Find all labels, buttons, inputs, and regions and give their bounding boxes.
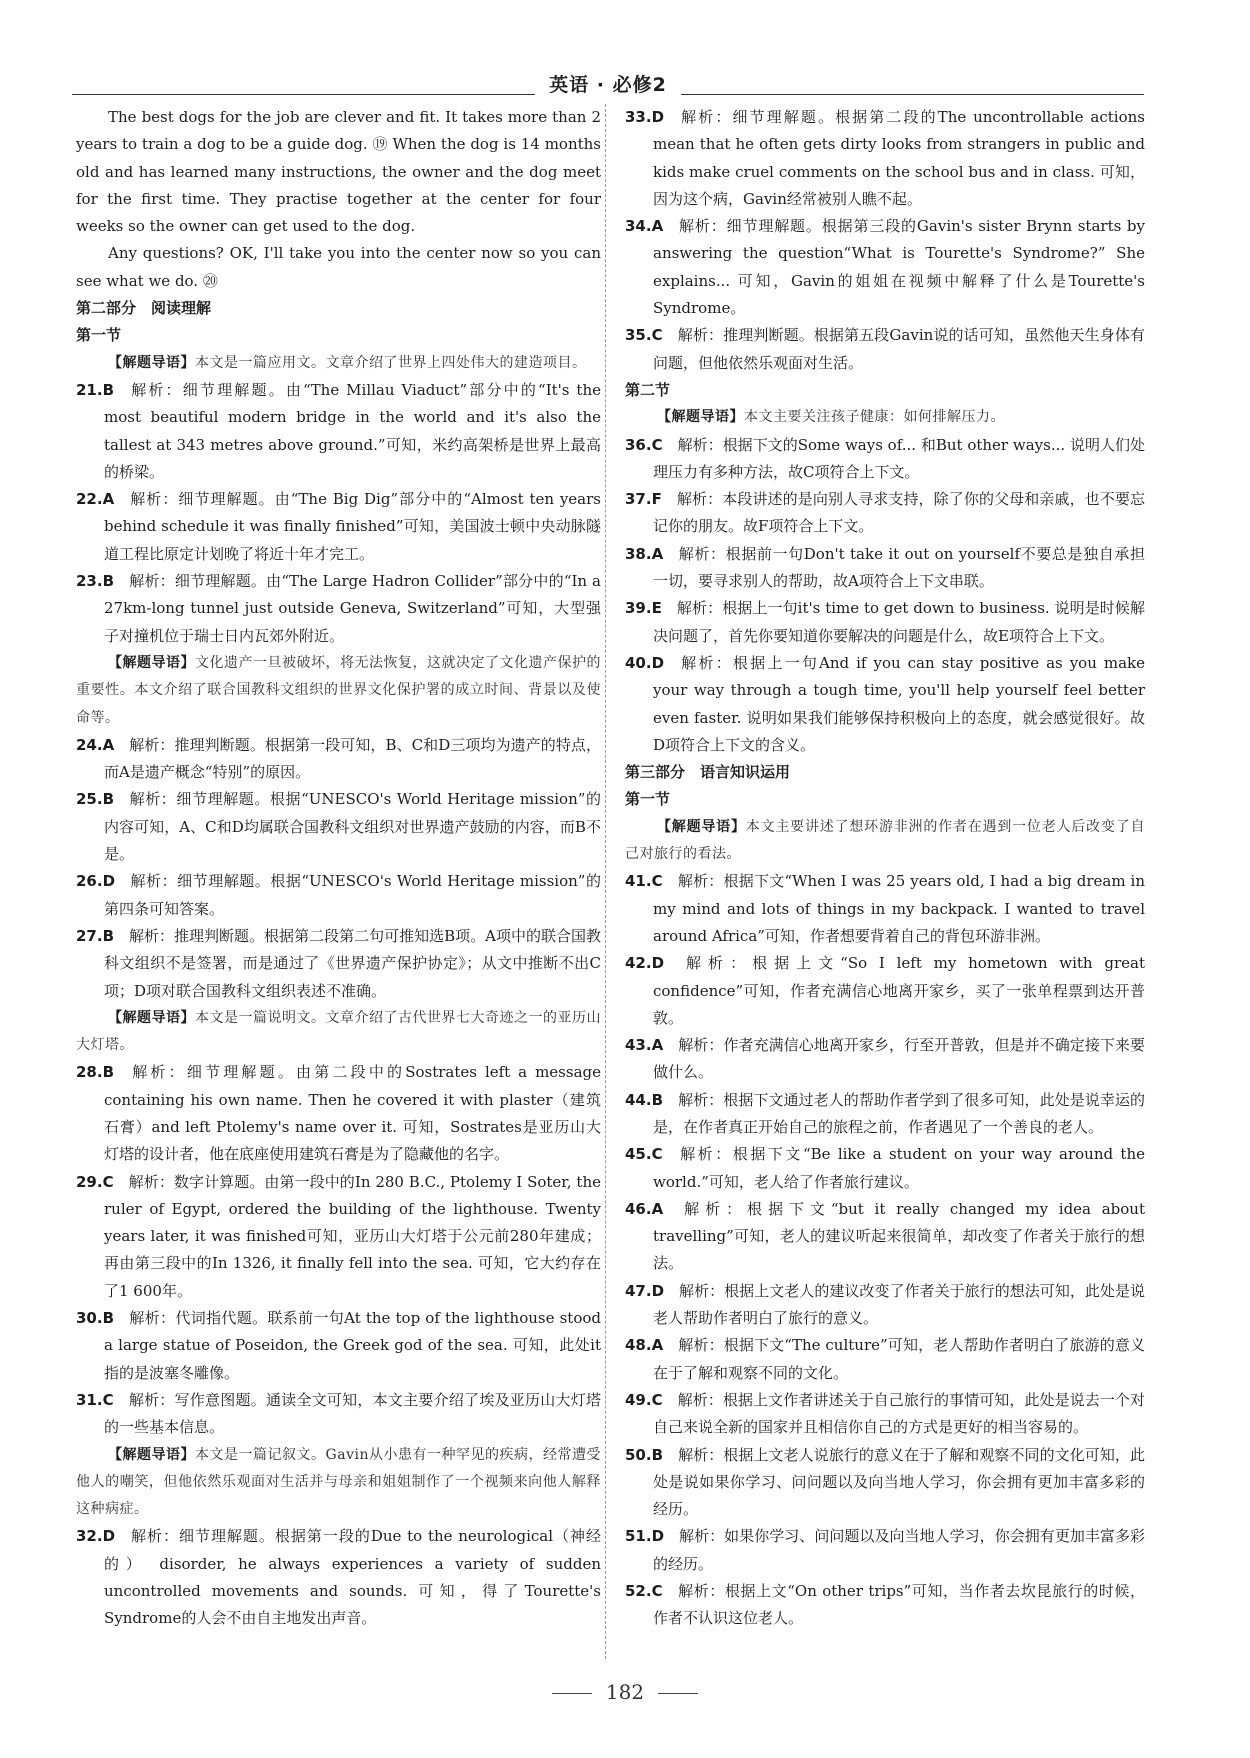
answer-number: 27.B (76, 926, 130, 945)
answer-number: 33.D (625, 108, 680, 126)
answer-item (625, 868, 1145, 950)
footer-dash-right (658, 1693, 698, 1694)
answer-item (76, 568, 601, 650)
answer-number: 50.B (625, 1445, 679, 1464)
page-number: 182 (605, 1680, 645, 1704)
answer-number: 23.B (76, 572, 130, 591)
guide-tag: 【解题导语】 (108, 654, 195, 671)
answer-number: 26.D (76, 872, 131, 891)
header-title: 英语 · 必修2 (535, 74, 681, 96)
reading-guide (625, 814, 1145, 869)
answer-number: 43.A (625, 1036, 679, 1055)
answer-explanation: 解析：根据下文“The culture”可知，老人帮助作者明白了旅游的意义在于了解和观察不同的文化。 (653, 1336, 1145, 1382)
answer-item (76, 923, 601, 1005)
section-heading: 第三部分 语言知识运用 (625, 763, 791, 782)
answer-explanation: 解析：细节理解题。由第二段中的Sostrates left a message containing his own name. Then he covered it with plaster（建筑石膏）and left Ptolemy's name over it. 可知，Sostrates是亚历山大灯塔的设计者，他在底座使用建筑石膏是为了隐藏他的名字。 (104, 1063, 601, 1164)
answer-item (625, 104, 1145, 213)
right-column (625, 104, 1145, 1633)
answer-item (625, 541, 1145, 596)
answer-number: 49.C (625, 1390, 678, 1409)
answer-explanation: 解析：细节理解题。由“The Large Hadron Collider”部分中的“In a 27km-long tunnel just outside Geneva, Switzerland”可知，大型强子对撞机位于瑞士日内瓦郊外附近。 (104, 572, 601, 645)
answer-number: 44.B (625, 1090, 679, 1109)
answer-explanation: 解析：写作意图题。通读全文可知，本文主要介绍了埃及亚历山大灯塔的一些基本信息。 (104, 1390, 601, 1437)
answer-explanation: 解析：推理判断题。根据第一段可知，B、C和D三项均为遗产的特点，而A是遗产概念“特别”的原因。 (104, 735, 601, 782)
answer-number: 51.D (625, 1527, 680, 1546)
answer-explanation: 解析：细节理解题。根据第三段的Gavin's sister Brynn starts by answering the question“What is Tourette's Syndrome?” She explains... 可知，Gavin的姐姐在视频中解释了什么是Tourette's Syndrome。 (653, 217, 1145, 318)
answer-number: 47.D (625, 1281, 680, 1300)
answer-number: 37.F (625, 490, 677, 509)
answer-item (76, 1059, 601, 1168)
answer-explanation: 解析：根据下文的Some ways of... 和But other ways... 说明人们处理压力有多种方法，故C项符合上下文。 (653, 435, 1145, 481)
answer-number: 32.D (76, 1527, 131, 1546)
answer-explanation: 解析：根据下文“Be like a student on your way around the world.”可知，老人给了作者旅行建议。 (653, 1145, 1145, 1191)
answer-explanation: 解析：本段讲述的是向别人寻求支持，除了你的父母和亲戚，也不要忘记你的朋友。故F项符合上下文。 (653, 490, 1145, 536)
guide-tag: 【解题导语】 (657, 818, 746, 835)
answer-item (625, 1141, 1145, 1196)
answer-number: 25.B (76, 790, 130, 809)
answer-item (625, 1332, 1145, 1387)
answer-explanation: 解析：推理判断题。根据第二段第二句可推知选B项。A项中的联合国教科文组织不是签署，而是通过了《世界遗产保护协定》；从文中推断不出C项；D项对联合国教科文组织表述不准确。 (104, 926, 601, 1000)
answer-number: 34.A (625, 217, 679, 236)
left-column (76, 104, 601, 1633)
answer-number: 28.B (76, 1063, 130, 1082)
answer-number: 38.A (625, 544, 679, 563)
answer-item (625, 1387, 1145, 1442)
answer-number: 29.C (76, 1172, 129, 1191)
guide-text: 本文主要讲述了想环游非洲的作者在遇到一位老人后改变了自己对旅行的看法。 (625, 818, 1145, 863)
reading-guide (76, 350, 601, 377)
answer-item (625, 1278, 1145, 1333)
answer-explanation: 解析：根据下文“When I was 25 years old, I had a big dream in my mind and lots of things in my backpack. I wanted to travel around Africa”可知，作者想要背着自己的背包环游非洲。 (653, 872, 1145, 945)
answer-explanation: 解析：细节理解题。根据第二段的The uncontrollable actions mean that he often gets dirty looks from strangers in public and kids make cruel comments on the school bus and in class. 可知，因为这个病，Gavin经常被别人瞧不起。 (653, 108, 1145, 208)
guide-text: 本文主要关注孩子健康：如何排解压力。 (744, 409, 1005, 426)
answer-number: 21.B (76, 380, 130, 399)
answer-explanation: 解析：根据上文“On other trips”可知，当作者去坎昆旅行的时候，作者不认识这位老人。 (653, 1582, 1145, 1628)
answer-item (625, 213, 1145, 322)
answer-item (76, 1305, 601, 1387)
guide-tag: 【解题导语】 (108, 1009, 195, 1026)
guide-tag: 【解题导语】 (108, 1446, 196, 1463)
guide-tag: 【解题导语】 (108, 354, 195, 371)
answer-explanation: 解析：根据下文通过老人的帮助作者学到了很多可知，此处是说幸运的是，在作者真正开始自己的旅程之前，作者遇见了一个善良的老人。 (653, 1090, 1145, 1136)
answer-number: 31.C (76, 1390, 129, 1409)
answer-explanation: 解析：代词指代题。联系前一句At the top of the lighthouse stood a large statue of Poseidon, the Greek god of the sea. 可知，此处it指的是波塞冬雕像。 (104, 1309, 601, 1382)
guide-text: 文化遗产一旦被破坏，将无法恢复，这就决定了文化遗产保护的重要性。本文介绍了联合国教科文组织的世界文化保护署的成立时间、背景以及使命等。 (76, 654, 601, 726)
answer-item (625, 1032, 1145, 1087)
answer-number: 24.A (76, 735, 130, 754)
answer-number: 46.A (625, 1199, 679, 1218)
answer-explanation: 解析：根据前一句Don't take it out on yourself不要总是独自承担一切，要寻求别人的帮助，故A项符合上下文串联。 (653, 544, 1145, 591)
answer-item (625, 950, 1145, 1032)
answer-number: 40.D (625, 653, 680, 672)
page-footer (0, 1680, 1250, 1704)
answer-explanation: 解析：根据上文“So I left my hometown with great confidence”可知，作者充满信心地离开家乡，买了一张单程票到达开普敦。 (653, 954, 1145, 1027)
answer-number: 36.C (625, 435, 678, 454)
answer-item (76, 1523, 601, 1632)
answer-explanation: 解析：细节理解题。根据“UNESCO's World Heritage mission”的第四条可知答案。 (104, 872, 601, 918)
answer-item (76, 732, 601, 787)
guide-text: 本文是一篇应用文。文章介绍了世界上四处伟大的建造项目。 (195, 354, 587, 371)
section-heading: 第二节 (625, 380, 671, 399)
answer-number: 22.A (76, 490, 130, 509)
answer-explanation: 解析：根据上文作者讲述关于自己旅行的事情可知，此处是说去一个对自己来说全新的国家并且相信你自己的方式是更好的相当容易的。 (653, 1390, 1145, 1437)
answer-item (625, 650, 1145, 759)
answer-explanation: 解析：根据上文老人的建议改变了作者关于旅行的想法可知，此处是说老人帮助作者明白了旅行的意义。 (653, 1281, 1145, 1328)
answer-number: 45.C (625, 1145, 678, 1164)
answer-item (76, 377, 601, 486)
answer-number: 30.B (76, 1309, 130, 1328)
guide-text: 本文是一篇说明文。文章介绍了古代世界七大奇迹之一的亚历山大灯塔。 (76, 1009, 601, 1054)
answer-number: 52.C (625, 1582, 678, 1601)
answer-explanation: 解析：数字计算题。由第一段中的In 280 B.C., Ptolemy I Soter, the ruler of Egypt, ordered the building of the lighthouse. Twenty years later, it was finished可知，亚历山大灯塔于公元前280年建成；再由第三段中的In 1326, it finally fell into the sea. 可知，它大约存在了1 600年。 (104, 1172, 601, 1300)
answer-number: 39.E (625, 599, 677, 618)
answer-explanation: 解析：推理判断题。根据第五段Gavin说的话可知，虽然他天生身体有问题，但他依然乐观面对生活。 (653, 326, 1145, 372)
answer-item (625, 595, 1145, 650)
answer-explanation: 解析：作者充满信心地离开家乡，行至开普敦，但是并不确定接下来要做什么。 (653, 1036, 1145, 1082)
guide-text: 本文是一篇记叙文。Gavin从小患有一种罕见的疾病，经常遭受他人的嘲笑，但他依然乐观面对生活并与母亲和姐姐制作了一个视频来向他人解释这种病症。 (76, 1446, 601, 1518)
answer-explanation: 解析：细节理解题。根据“UNESCO's World Heritage mission”的内容可知，A、C和D均属联合国教科文组织对世界遗产鼓励的内容，而B不是。 (104, 790, 601, 864)
answer-explanation: 解析：细节理解题。根据第一段的Due to the neurological（神经的） disorder, he always experiences a variety of sudden uncontrolled movements and sounds. 可知，得了Tourette's Syndrome的人会不由自主地发出声音。 (104, 1527, 601, 1628)
reading-guide (76, 650, 601, 732)
reading-guide (625, 404, 1145, 431)
answer-number: 41.C (625, 872, 678, 891)
answer-item (625, 1442, 1145, 1524)
answer-number: 48.A (625, 1336, 679, 1355)
answer-item (625, 1087, 1145, 1142)
answer-item (76, 1387, 601, 1442)
answer-item (625, 322, 1145, 377)
reading-guide (76, 1442, 601, 1524)
guide-tag: 【解题导语】 (657, 409, 744, 426)
passage-paragraph: The best dogs for the job are clever and fit. It takes more than 2 years to train a dog to be a guide dog. ⑲ When the dog is 14 months old and has learned many instructions, the owner and the dog meet for the first time. They practise together at the center for four weeks so the owner can get used to the dog. (76, 108, 601, 236)
answer-item (625, 1523, 1145, 1578)
answer-item (76, 868, 601, 923)
answer-item (625, 432, 1145, 487)
answer-number: 35.C (625, 326, 678, 345)
answer-number: 42.D (625, 954, 680, 973)
answer-item (76, 1169, 601, 1305)
answer-item (625, 1196, 1145, 1278)
answer-explanation: 解析：如果你学习、问问题以及向当地人学习，你会拥有更加丰富多彩的经历。 (653, 1527, 1145, 1573)
section-heading: 第二部分 阅读理解 (76, 299, 212, 318)
answer-explanation: 解析：根据下文“but it really changed my idea about travelling”可知，老人的建议听起来很简单，却改变了作者关于旅行的想法。 (653, 1199, 1145, 1273)
section-heading: 第一节 (625, 790, 671, 809)
running-header (72, 66, 1144, 102)
section-heading: 第一节 (76, 326, 122, 345)
answer-item (76, 486, 601, 568)
answer-item (625, 486, 1145, 541)
answer-explanation: 解析：根据上一句And if you can stay positive as you make your way through a tough time, you'll help yourself feel better even faster. 说明如果我们能够保持积极向上的态度，就会感觉很好。故D项符合上下文的含义。 (653, 653, 1145, 754)
footer-dash-left (552, 1693, 592, 1694)
answer-explanation: 解析：细节理解题。由“The Millau Viaduct”部分中的“It's the most beautiful modern bridge in the world and it's also the tallest at 343 metres above ground.”可知，米约高架桥是世界上最高的桥梁。 (104, 380, 601, 481)
answer-explanation: 解析：细节理解题。由“The Big Dig”部分中的“Almost ten years behind schedule it was finally finished”可知，美国波士顿中央动脉隧道工程比原定计划晚了将近十年才完工。 (104, 490, 601, 563)
column-divider (605, 104, 606, 1659)
answer-item (76, 786, 601, 868)
answer-item (625, 1578, 1145, 1633)
reading-guide (76, 1005, 601, 1060)
answer-explanation: 解析：根据上一句it's time to get down to business. 说明是时候解决问题了，首先你要知道你要解决的问题是什么，故E项符合上下文。 (653, 599, 1145, 645)
passage-paragraph: Any questions? OK, I'll take you into the center now so you can see what we do. ⑳ (76, 244, 601, 290)
answer-explanation: 解析：根据上文老人说旅行的意义在于了解和观察不同的文化可知，此处是说如果你学习、问问题以及向当地人学习，你会拥有更加丰富多彩的经历。 (653, 1445, 1145, 1519)
